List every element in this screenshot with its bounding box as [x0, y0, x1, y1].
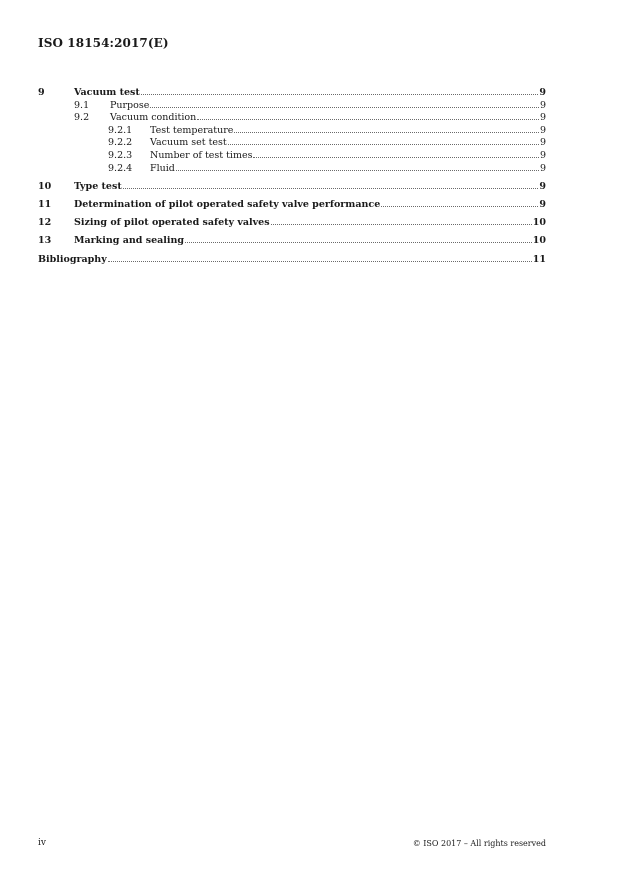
toc-entry[interactable]	[38, 125, 546, 138]
toc-entry-page: 9	[539, 99, 546, 111]
toc-entry[interactable]	[38, 181, 546, 194]
toc-entry[interactable]	[38, 163, 546, 176]
toc-entry[interactable]	[38, 137, 546, 150]
toc-entry-bibliography[interactable]	[38, 254, 546, 267]
toc-entry-page: 9	[539, 124, 546, 136]
toc-entry-title: Vacuum test	[74, 87, 140, 98]
toc-leader-dots	[123, 188, 539, 189]
toc-leader-dots	[271, 224, 532, 225]
toc-entry-title: Vacuum set test	[150, 137, 227, 149]
toc-entry[interactable]	[38, 100, 546, 113]
toc-entry-number: 9.2.3	[108, 149, 133, 161]
toc-entry-number: 9.2.2	[108, 137, 133, 149]
toc-entry-number: 12	[38, 217, 52, 229]
toc-entry-number: 9.1	[74, 99, 90, 111]
toc-entry-page: 9	[539, 180, 546, 192]
toc-entry-title: Test temperature	[150, 124, 234, 136]
toc-entry-page: 9	[539, 162, 546, 174]
toc-entry[interactable]	[38, 235, 546, 248]
toc-leader-dots	[253, 157, 538, 158]
toc-entry-page: 9	[539, 87, 546, 98]
toc-entry-title: Purpose	[110, 99, 150, 111]
toc-leader-dots	[197, 119, 539, 120]
toc-entry-title: Marking and sealing	[74, 235, 185, 247]
toc-entry-title: Sizing of pilot operated safety valves	[74, 217, 270, 229]
toc-entry-title: Type test	[74, 180, 122, 192]
toc-leader-dots	[234, 132, 539, 133]
toc-entry-number: 10	[38, 180, 52, 192]
toc-entry-page: 10	[532, 235, 546, 247]
toc-entry[interactable]	[38, 217, 546, 230]
toc-entry-page: 9	[539, 198, 546, 210]
toc-leader-dots	[185, 242, 532, 243]
toc-entry-title: Vacuum condition	[110, 112, 197, 124]
toc-entry-number: 9.2.4	[108, 162, 133, 174]
toc-entry[interactable]	[38, 87, 546, 100]
toc-entry[interactable]	[38, 112, 546, 125]
toc-entry-page: 9	[539, 112, 546, 124]
footer-copyright: © ISO 2017 – All rights reserved	[412, 839, 546, 848]
toc-leader-dots	[108, 261, 532, 262]
toc-entry[interactable]	[38, 150, 546, 163]
footer-page-number: iv	[38, 838, 46, 848]
table-of-contents	[38, 87, 546, 266]
toc-entry-number: 9	[38, 87, 45, 98]
toc-entry-page: 11	[532, 253, 546, 265]
toc-entry-page: 9	[539, 137, 546, 149]
toc-entry-page: 10	[532, 217, 546, 229]
toc-entry-number: 13	[38, 235, 52, 247]
toc-leader-dots	[141, 94, 539, 95]
toc-entry[interactable]	[38, 199, 546, 212]
toc-leader-dots	[228, 144, 539, 145]
toc-entry-title: Bibliography	[38, 253, 107, 265]
toc-leader-dots	[150, 107, 539, 108]
document-id: ISO 18154:2017(E)	[38, 36, 169, 50]
toc-entry-number: 9.2.1	[108, 124, 133, 136]
toc-entry-number: 9.2	[74, 112, 90, 124]
toc-entry-number: 11	[38, 198, 52, 210]
toc-entry-title: Fluid	[150, 162, 175, 174]
toc-leader-dots	[381, 206, 538, 207]
toc-entry-title: Determination of pilot operated safety valve performance	[74, 198, 381, 210]
toc-entry-page: 9	[539, 149, 546, 161]
toc-entry-title: Number of test times	[150, 149, 253, 161]
toc-leader-dots	[176, 170, 539, 171]
